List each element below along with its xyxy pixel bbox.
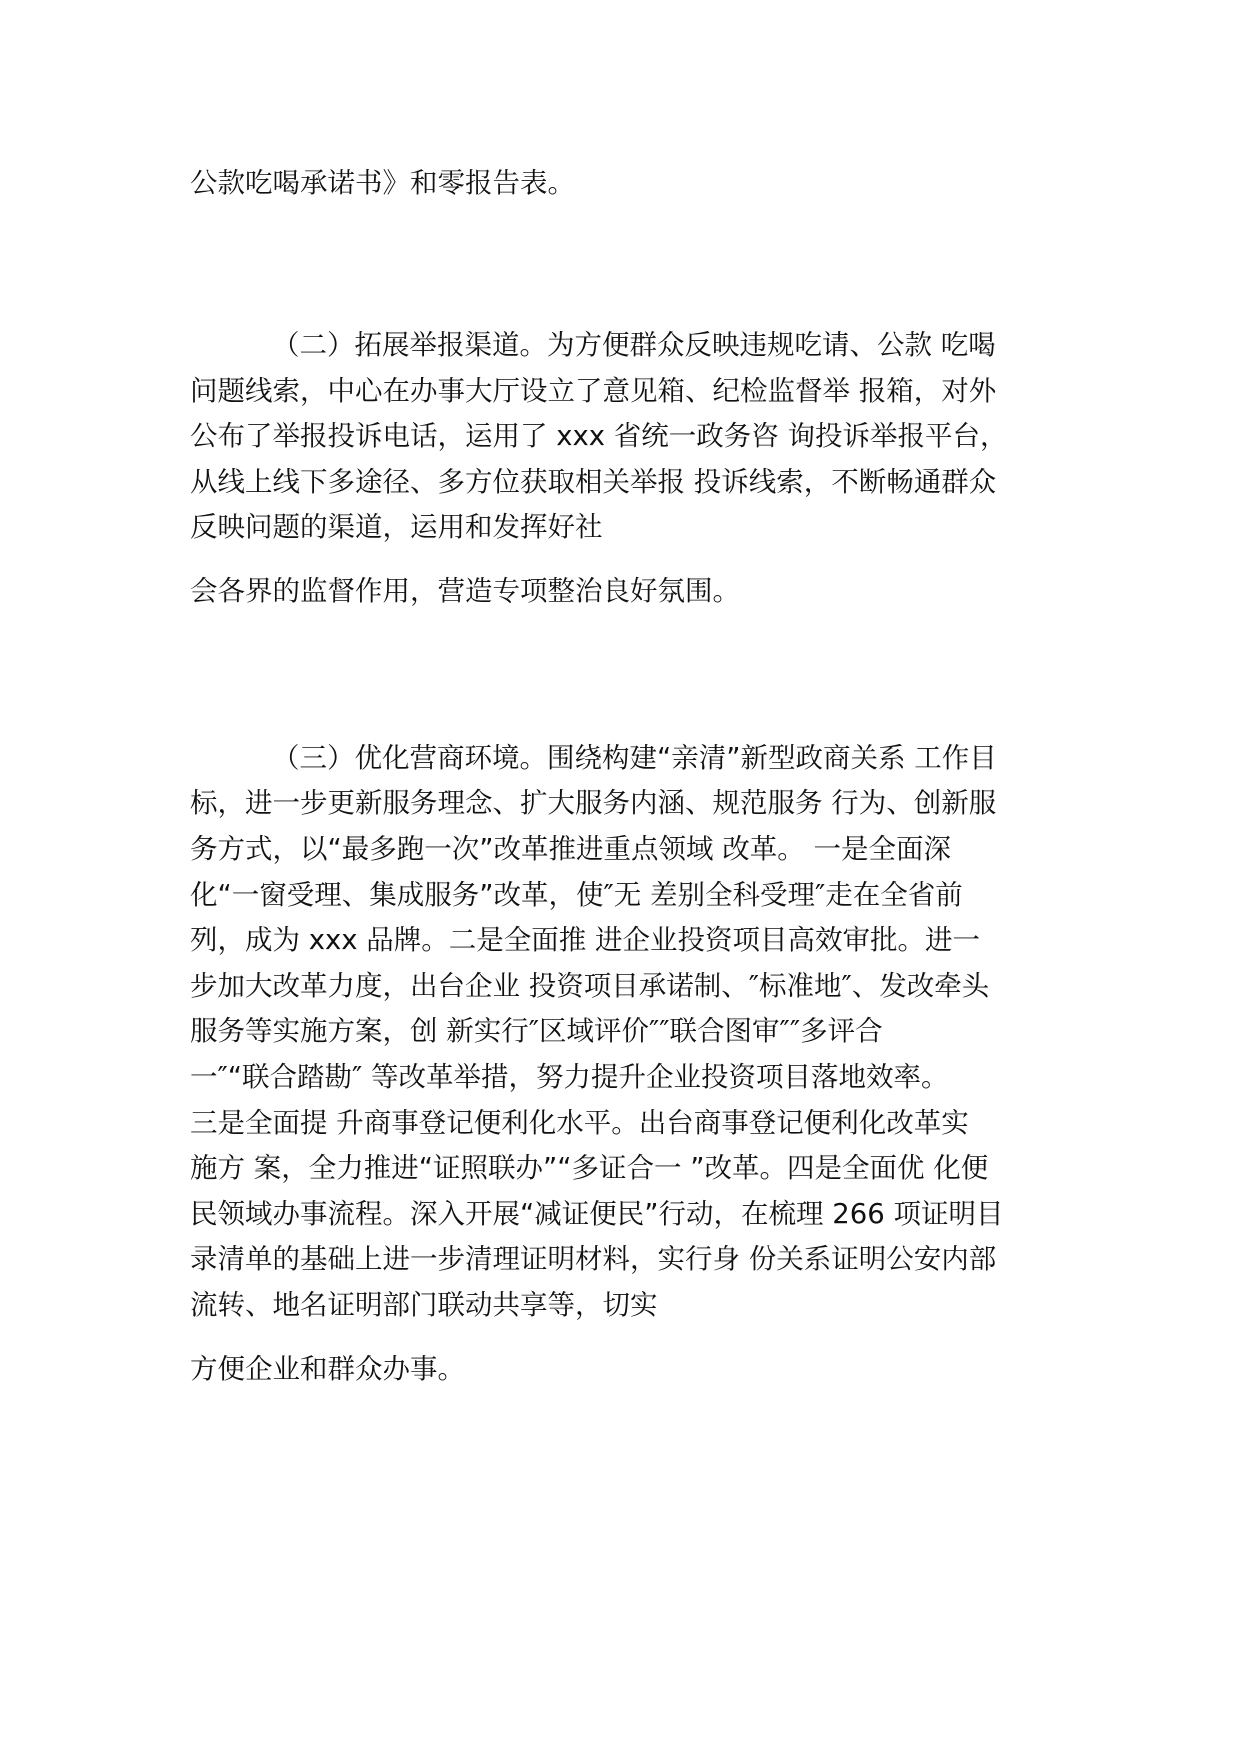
text-line: 化“一窗受理、集成服务”改革，使″无 差别全科受理″走在全省前 bbox=[190, 879, 963, 911]
text-line: 录清单的基础上进一步清理证明材料，实行身 份关系证明公安内部 bbox=[190, 1243, 997, 1275]
text-line: 标，进一步更新服务理念、扩大服务内涵、规范服务 行为、创新服 bbox=[190, 787, 997, 819]
text-line: 服务等实施方案，创 新实行″区域评价″″联合图审″″多评合 bbox=[190, 1015, 883, 1047]
section-two-heading-line: （二）拓展举报渠道。为方便群众反映违规吃请、公款 吃喝 bbox=[272, 329, 996, 361]
text-line: 公款吃喝承诺书》和零报告表。 bbox=[190, 167, 575, 199]
text-line: 公布了举报投诉电话，运用了 xxx 省统一政务咨 询投诉举报平台， bbox=[190, 420, 1008, 452]
text-line: 务方式，以“最多跑一次”改革推进重点领域 改革。 一是全面深 bbox=[190, 833, 951, 865]
text-line: 步加大改革力度，出台企业 投资项目承诺制、″标准地″、发改牵头 bbox=[190, 970, 990, 1002]
text-line: 列，成为 xxx 品牌。二是全面推 进企业投资项目高效审批。进一 bbox=[190, 924, 981, 956]
text-line: 三是全面提 升商事登记便利化水平。出台商事登记便利化改革实 bbox=[190, 1107, 969, 1139]
text-line: 从线上线下多途径、多方位获取相关举报 投诉线索，不断畅通群众 bbox=[190, 466, 997, 498]
text-line: 民领域办事流程。深入开展“减证便民”行动，在梳理 266 项证明目 bbox=[190, 1198, 1004, 1230]
text-line: 施方 案，全力推进“证照联办”“多证合一 ”改革。四是全面优 化便 bbox=[190, 1152, 989, 1184]
text-line: 反映问题的渠道，运用和发挥好社 bbox=[190, 511, 603, 543]
text-line: 流转、地名证明部门联动共享等，切实 bbox=[190, 1289, 658, 1321]
text-line: 一″“联合踏勘″ 等改革举措，努力提升企业投资项目落地效率。 bbox=[190, 1061, 949, 1093]
text-line: 方便企业和群众办事。 bbox=[190, 1353, 465, 1385]
section-three-heading-line: （三）优化营商环境。围绕构建“亲清”新型政商关系 工作目 bbox=[272, 742, 997, 774]
text-line: 会各界的监督作用，营造专项整治良好氛围。 bbox=[190, 575, 740, 607]
text-line: 问题线索，中心在办事大厅设立了意见箱、纪检监督举 报箱，对外 bbox=[190, 375, 997, 407]
